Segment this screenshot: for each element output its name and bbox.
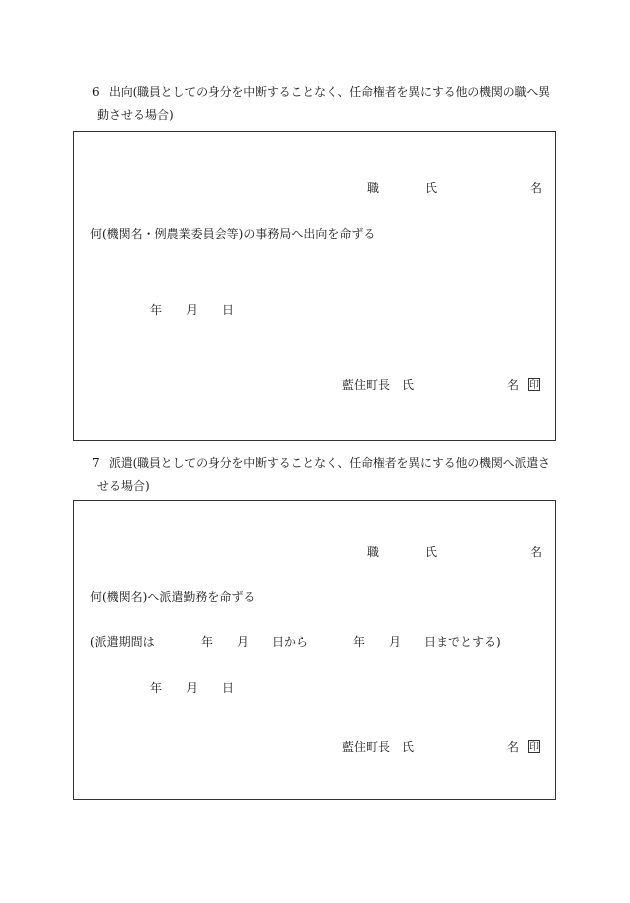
s7-name-char2: 名 — [530, 545, 543, 559]
s7-period-day2: 日までとする) — [424, 635, 501, 649]
s7-signer-name2: 名 — [507, 740, 520, 754]
s6-signer-name2: 名 — [507, 378, 520, 392]
s7-date-day: 日 — [222, 681, 235, 695]
s7-period-month1: 月 — [237, 635, 250, 649]
section7-form-box — [73, 500, 556, 800]
section7-title-line1: 派遣(職員としての身分を中断することなく、任命権者を異にする他の機関へ派遣さ — [109, 456, 550, 470]
section7-number: 7 — [92, 456, 100, 470]
s6-post-char: 職 — [367, 181, 380, 195]
s7-date-month: 月 — [186, 681, 199, 695]
s7-date-year: 年 — [150, 681, 163, 695]
s7-period-day1: 日から — [272, 635, 309, 649]
s7-seal-mark: 印 — [529, 742, 539, 753]
s6-date-month: 月 — [186, 303, 199, 317]
s7-signer: 藍住町長 — [342, 740, 391, 754]
s7-post-char: 職 — [367, 545, 380, 559]
s7-period-month2: 月 — [389, 635, 402, 649]
s6-signer: 藍住町長 — [342, 378, 391, 392]
section7-title-line2: せる場合) — [97, 479, 150, 493]
s6-date-year: 年 — [150, 303, 163, 317]
s7-name-char1: 氏 — [425, 545, 438, 559]
s6-name-char2: 名 — [530, 181, 543, 195]
s6-signer-name1: 氏 — [402, 378, 415, 392]
s6-name-char1: 氏 — [425, 181, 438, 195]
s6-date-day: 日 — [222, 303, 235, 317]
s7-period-year1: 年 — [201, 635, 214, 649]
section6-title-line2: 動させる場合) — [97, 108, 174, 122]
s6-order-text: 何(機関名・例農業委員会等)の事務局へ出向を命ずる — [90, 227, 376, 241]
s7-period-year2: 年 — [353, 635, 366, 649]
s7-signer-name1: 氏 — [402, 740, 415, 754]
s6-seal-mark: 印 — [529, 380, 539, 391]
s7-period-prefix: (派遣期間は — [90, 635, 155, 649]
s7-order-text: 何(機関名)へ派遣勤務を命ずる — [90, 590, 256, 604]
section6-number: 6 — [92, 85, 100, 99]
section6-form-box — [73, 131, 556, 441]
section6-title-line1: 出向(職員としての身分を中断することなく、任命権者を異にする他の機関の職へ異 — [109, 85, 550, 99]
